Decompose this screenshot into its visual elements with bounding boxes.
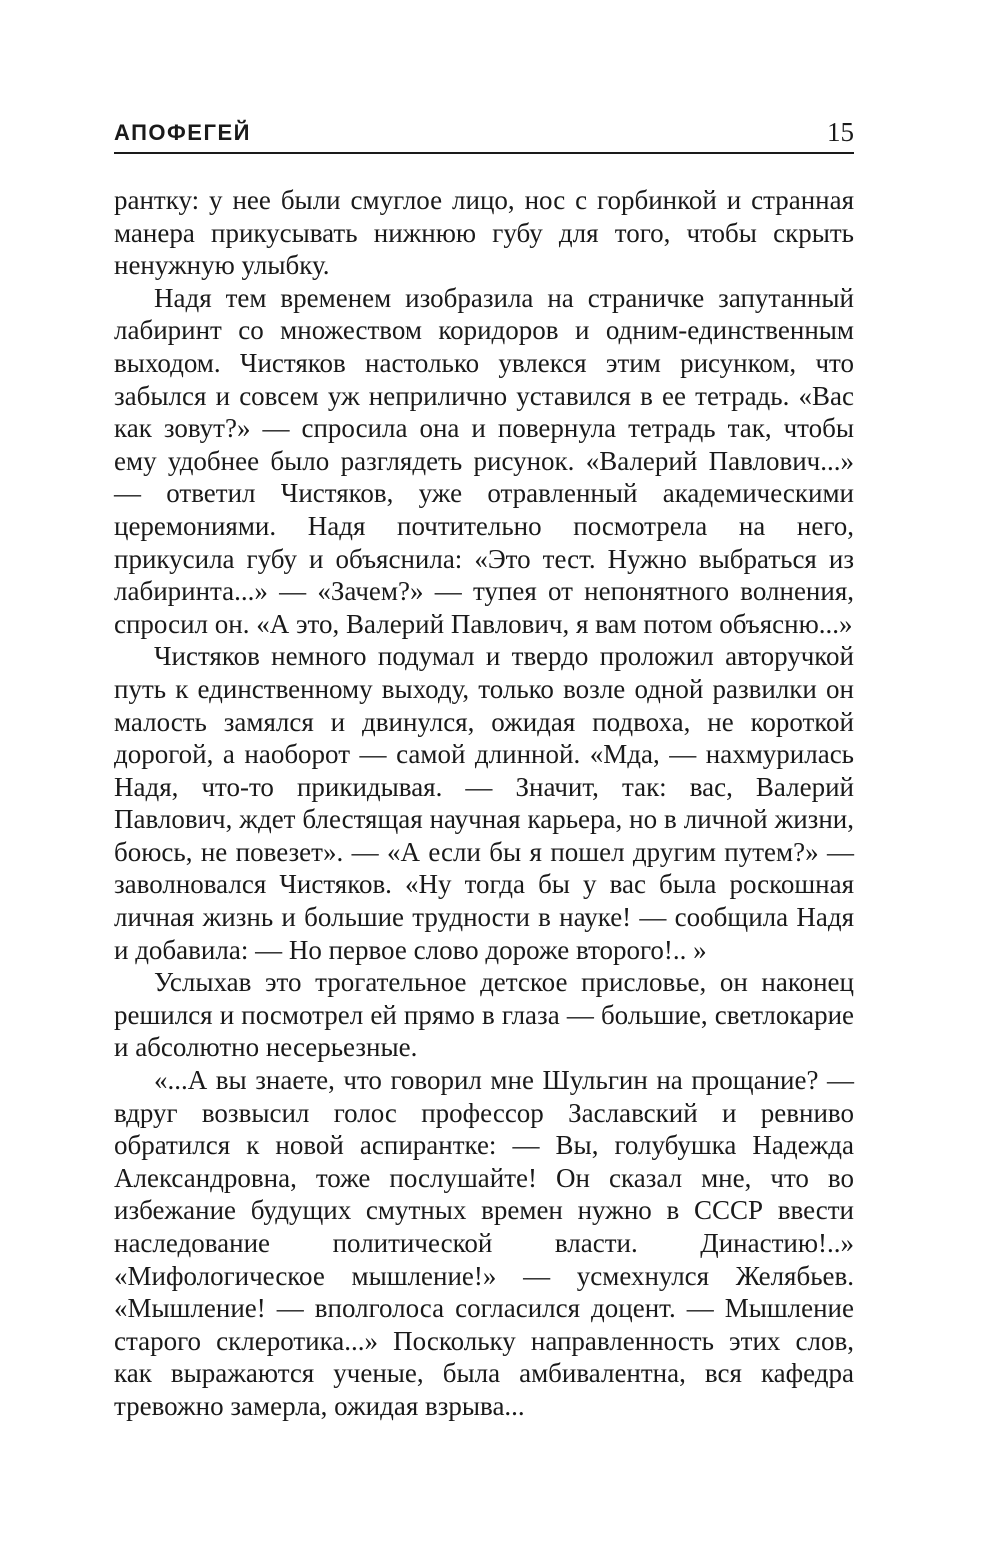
book-title: АПОФЕГЕЙ <box>114 120 251 145</box>
body-text <box>114 184 854 1423</box>
paragraph-continued: рантку: у нее были смуглое лицо, нос с горбинкой и странная манера прикусывать нижнюю губу для того, чтобы скрыть ненужную улыбку. <box>114 185 854 281</box>
paragraph: Надя тем временем изобразила на страничке запутанный лабиринт со множеством коридоров и одним-единственным выходом. Чистяков настолько увлекся этим рисунком, что забылся и совсем уж неприлично уставился в ее тетрадь. «Вас как зовут?» — спросила она и повернула тетрадь так, чтобы ему удобнее было разглядеть рисунок. «Валерий Павлович...» — ответил Чистяков, уже отравленный академическими церемониями. Надя почтительно посмотрела на него, прикусила губу и объяснила: «Это тест. Нужно выбраться из лабиринта...» — «Зачем?» — тупея от непонятного волнения, спросил он. «А это, Валерий Павлович, я вам потом объясню...» <box>114 282 854 639</box>
paragraph: Услыхав это трогательное детское присловье, он наконец решился и посмотрел ей прямо в глаза — большие, светлокарие и абсолютно несерьезные. <box>114 967 854 1063</box>
page-number: 15 <box>827 117 854 147</box>
paragraph: Чистяков немного подумал и твердо проложил авторучкой путь к единственному выходу, только возле одной развилки он малость замялся и двинулся, ожидая подвоха, не короткой дорогой, а наоборот — самой длинной. «Мда, — нахмурилась Надя, что-то прикидывая. — Значит, так: вас, Валерий Павлович, ждет блестящая научная карьера, но в личной жизни, боюсь, не повезет». — «А если бы я пошел другим путем?» — заволновался Чистяков. «Ну тогда бы у вас была роскошная личная жизнь и большие трудности в науке! — сообщила Надя и добавила: — Но первое слово дороже второго!.. » <box>114 641 854 965</box>
running-header <box>114 114 854 154</box>
paragraph: «...А вы знаете, что говорил мне Шульгин на прощание? — вдруг возвысил голос профессор Заславский и ревниво обратился к новой аспирантке: — Вы, голубушка Надежда Александровна, тоже послушайте! Он сказал мне, что во избежание будущих смутных времен нужно в СССР ввести наследование политической власти. Династию!..» «Мифологическое мышление!» — усмехнулся Желябьев. «Мышление! — вполголоса согласился доцент. — Мышление старого склеротика...» Поскольку направленность этих слов, как выражаются ученые, была амбивалентна, вся кафедра тревожно замерла, ожидая взрыва... <box>114 1065 854 1421</box>
